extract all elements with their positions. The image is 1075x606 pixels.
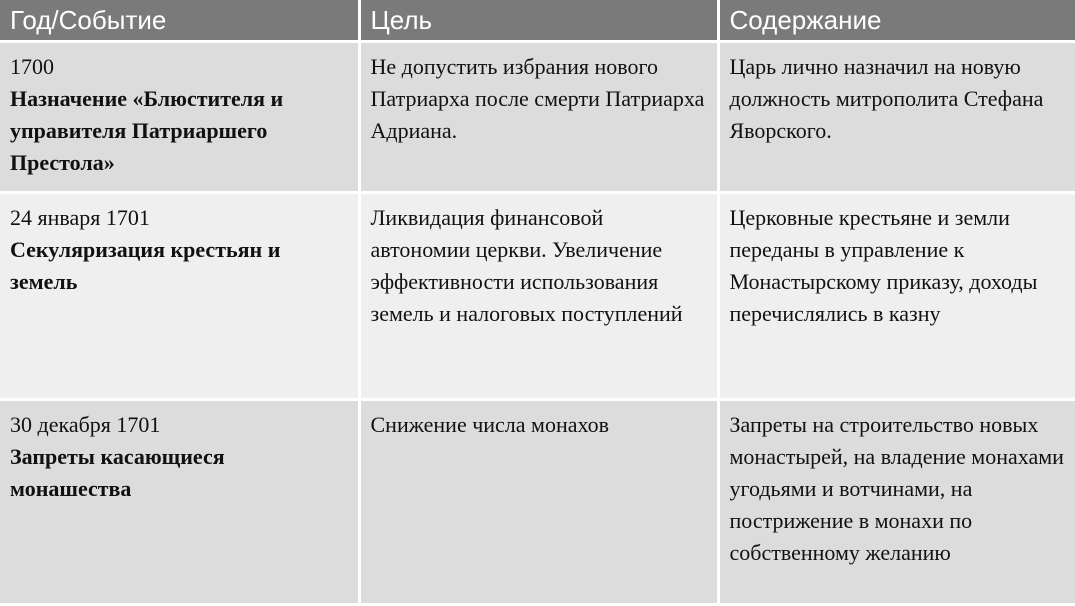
year-text: 24 января 1701: [10, 205, 150, 230]
cell-year-event: [0, 400, 359, 605]
cell-content: Церковные крестьяне и земли переданы в управление к Монастырскому приказу, доходы перечислялись в казну: [718, 193, 1075, 400]
table-header-row: [0, 0, 1075, 42]
cell-goal: Не допустить избрания нового Патриарха после смерти Патриарха Адриана.: [359, 42, 718, 193]
header-goal: Цель: [359, 0, 718, 42]
header-year-event: Год/Событие: [0, 0, 359, 42]
cell-content: Запреты на строительство новых монастырей, на владение монахами угодьями и вотчинами, на пострижение в монахи по собственному желанию: [718, 400, 1075, 605]
table-row: [0, 400, 1075, 605]
cell-goal: Снижение числа монахов: [359, 400, 718, 605]
event-title: Назначение «Блюстителя и управителя Патриаршего Престола»: [10, 86, 284, 175]
event-title: Секуляризация крестьян и земель: [10, 237, 281, 294]
cell-content: Царь лично назначил на новую должность митрополита Стефана Яворского.: [718, 42, 1075, 193]
header-content: Содержание: [718, 0, 1075, 42]
event-title: Запреты касающиеся монашества: [10, 444, 225, 501]
cell-year-event: [0, 193, 359, 400]
year-text: 30 декабря 1701: [10, 412, 161, 437]
table-row: [0, 193, 1075, 400]
cell-year-event: [0, 42, 359, 193]
cell-goal: Ликвидация финансовой автономии церкви. Увеличение эффективности использования земель и налоговых поступлений: [359, 193, 718, 400]
year-text: 1700: [10, 54, 54, 79]
table-row: [0, 42, 1075, 193]
